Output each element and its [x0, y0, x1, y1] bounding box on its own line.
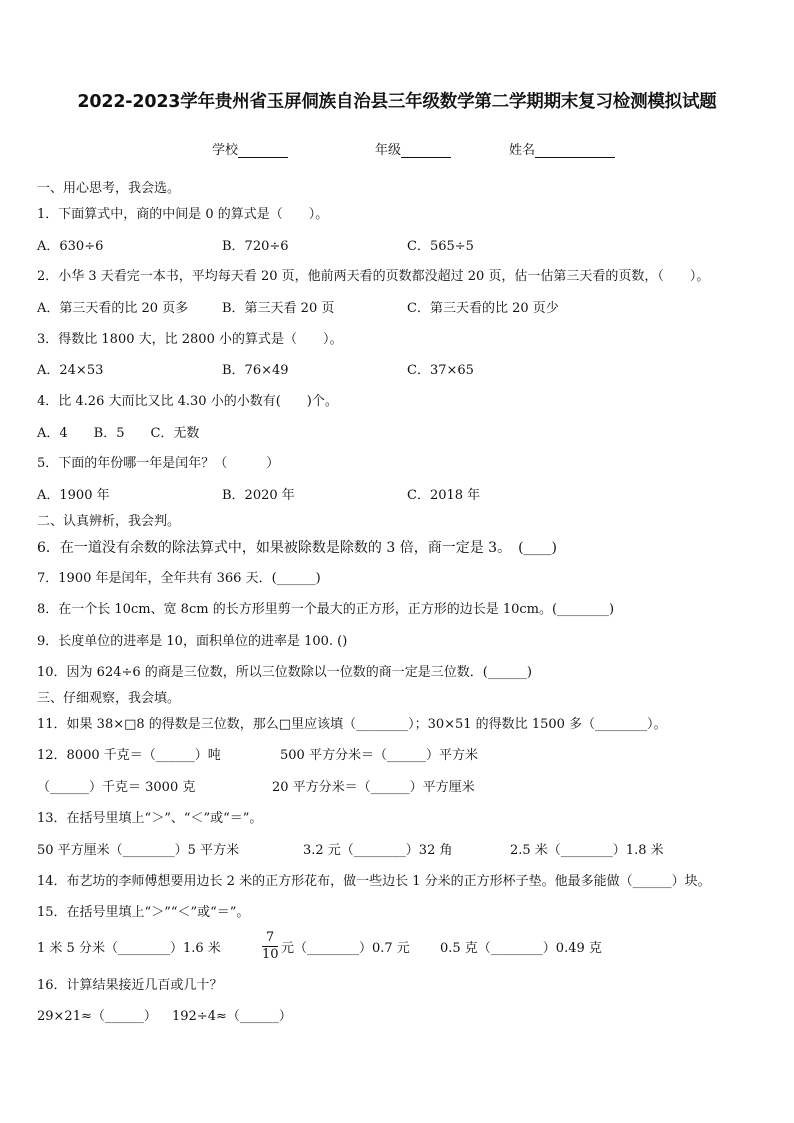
q16-part-a: 29×21≈（______）	[37, 1009, 157, 1024]
school-label: 学校	[212, 143, 239, 158]
q15-part-a: 1 米 5 分米（________）1.6 米	[37, 941, 221, 956]
q12-part-a: 12．8000 千克＝（______）吨	[37, 748, 221, 763]
q5-option-b[interactable]: B．2020 年	[222, 488, 295, 503]
q15-fraction	[262, 930, 278, 963]
section-3-heading: 三、仔细观察，我会填。	[37, 691, 181, 706]
question-5: 5．下面的年份哪一年是闰年？（ ）	[37, 456, 280, 471]
q1-option-b[interactable]: B．720÷6	[222, 239, 289, 254]
name-blank[interactable]	[535, 143, 615, 158]
question-14: 14．布艺坊的李师傅想要用边长 2 米的正方形花布，做一些边长 1 分米的正方形杯子垫。他最多能做（______）块。	[37, 874, 711, 889]
page-title: 2022-2023学年贵州省玉屏侗族自治县三年级数学第二学期期末复习检测模拟试题	[77, 92, 717, 112]
q12-part-c: （______）千克＝ 3000 克	[37, 780, 196, 795]
q1-option-a[interactable]: A．630÷6	[37, 239, 104, 254]
name-field	[509, 139, 615, 158]
question-16: 16．计算结果接近几百或几十？	[37, 978, 223, 993]
q2-option-a[interactable]: A．第三天看的比 20 页多	[37, 301, 189, 316]
question-8: 8．在一个长 10cm、宽 8cm 的长方形里剪一个最大的正方形，正方形的边长是 10cm。(________)	[37, 602, 615, 617]
fraction-numerator: 7	[262, 930, 278, 947]
school-field	[212, 139, 288, 158]
q2-option-c[interactable]: C．第三天看的比 20 页少	[407, 301, 559, 316]
q16-part-b: 192÷4≈（______）	[172, 1009, 292, 1024]
name-label: 姓名	[509, 143, 536, 158]
q12-part-d: 20 平方分米＝（______）平方厘米	[272, 780, 475, 795]
q4-options[interactable]: A．4 B．5 C．无数	[37, 426, 200, 441]
grade-blank[interactable]	[401, 143, 451, 158]
question-11: 11．如果 38×□8 的得数是三位数，那么□里应该填（________）；30×51 的得数比 1500 多（________）。	[37, 717, 667, 732]
grade-label: 年级	[375, 143, 402, 158]
q15-part-c: 0.5 克（________）0.49 克	[440, 941, 602, 956]
school-blank[interactable]	[238, 143, 288, 158]
q15-part-b: 元（________）0.7 元	[281, 941, 410, 956]
question-3: 3．得数比 1800 大，比 2800 小的算式是（ ）。	[37, 332, 343, 347]
section-2-heading: 二、认真辨析，我会判。	[37, 514, 181, 529]
fraction-denominator: 10	[262, 947, 279, 962]
q13-part-b: 3.2 元（________）32 角	[303, 843, 453, 858]
question-7: 7．1900 年是闰年，全年共有 366 天．(______)	[37, 571, 321, 586]
question-4: 4．比 4.26 大而比又比 4.30 小的小数有( )个。	[37, 394, 338, 409]
grade-field	[375, 139, 451, 158]
q13-part-a: 50 平方厘米（________）5 平方米	[37, 843, 240, 858]
question-15: 15．在括号里填上“＞”“＜”或“＝”。	[37, 905, 250, 920]
section-1-heading: 一、用心思考，我会选。	[37, 181, 181, 196]
question-13: 13．在括号里填上“＞”、“＜”或“＝”。	[37, 811, 263, 826]
q3-option-a[interactable]: A．24×53	[37, 363, 104, 378]
q5-option-c[interactable]: C．2018 年	[407, 488, 481, 503]
q12-part-b: 500 平方分米＝（______）平方米	[280, 748, 478, 763]
q2-option-b[interactable]: B．第三天看 20 页	[222, 301, 335, 316]
q13-part-c: 2.5 米（________）1.8 米	[510, 843, 664, 858]
question-10: 10．因为 624÷6 的商是三位数，所以三位数除以一位数的商一定是三位数．(______)	[37, 665, 532, 680]
question-2: 2．小华 3 天看完一本书，平均每天看 20 页，他前两天看的页数都没超过 20 页，估一估第三天看的页数，（ ）。	[37, 269, 710, 284]
q5-option-a[interactable]: A．1900 年	[37, 488, 110, 503]
question-1: 1．下面算式中，商的中间是 0 的算式是（ ）。	[37, 207, 329, 222]
q3-option-c[interactable]: C．37×65	[407, 363, 474, 378]
q1-option-c[interactable]: C．565÷5	[407, 239, 474, 254]
question-6: 6．在一道没有余数的除法算式中，如果被除数是除数的 3 倍，商一定是 3。 (____)	[37, 540, 557, 556]
q3-option-b[interactable]: B．76×49	[222, 363, 289, 378]
question-9: 9．长度单位的进率是 10，面积单位的进率是 100. ()	[37, 634, 348, 649]
